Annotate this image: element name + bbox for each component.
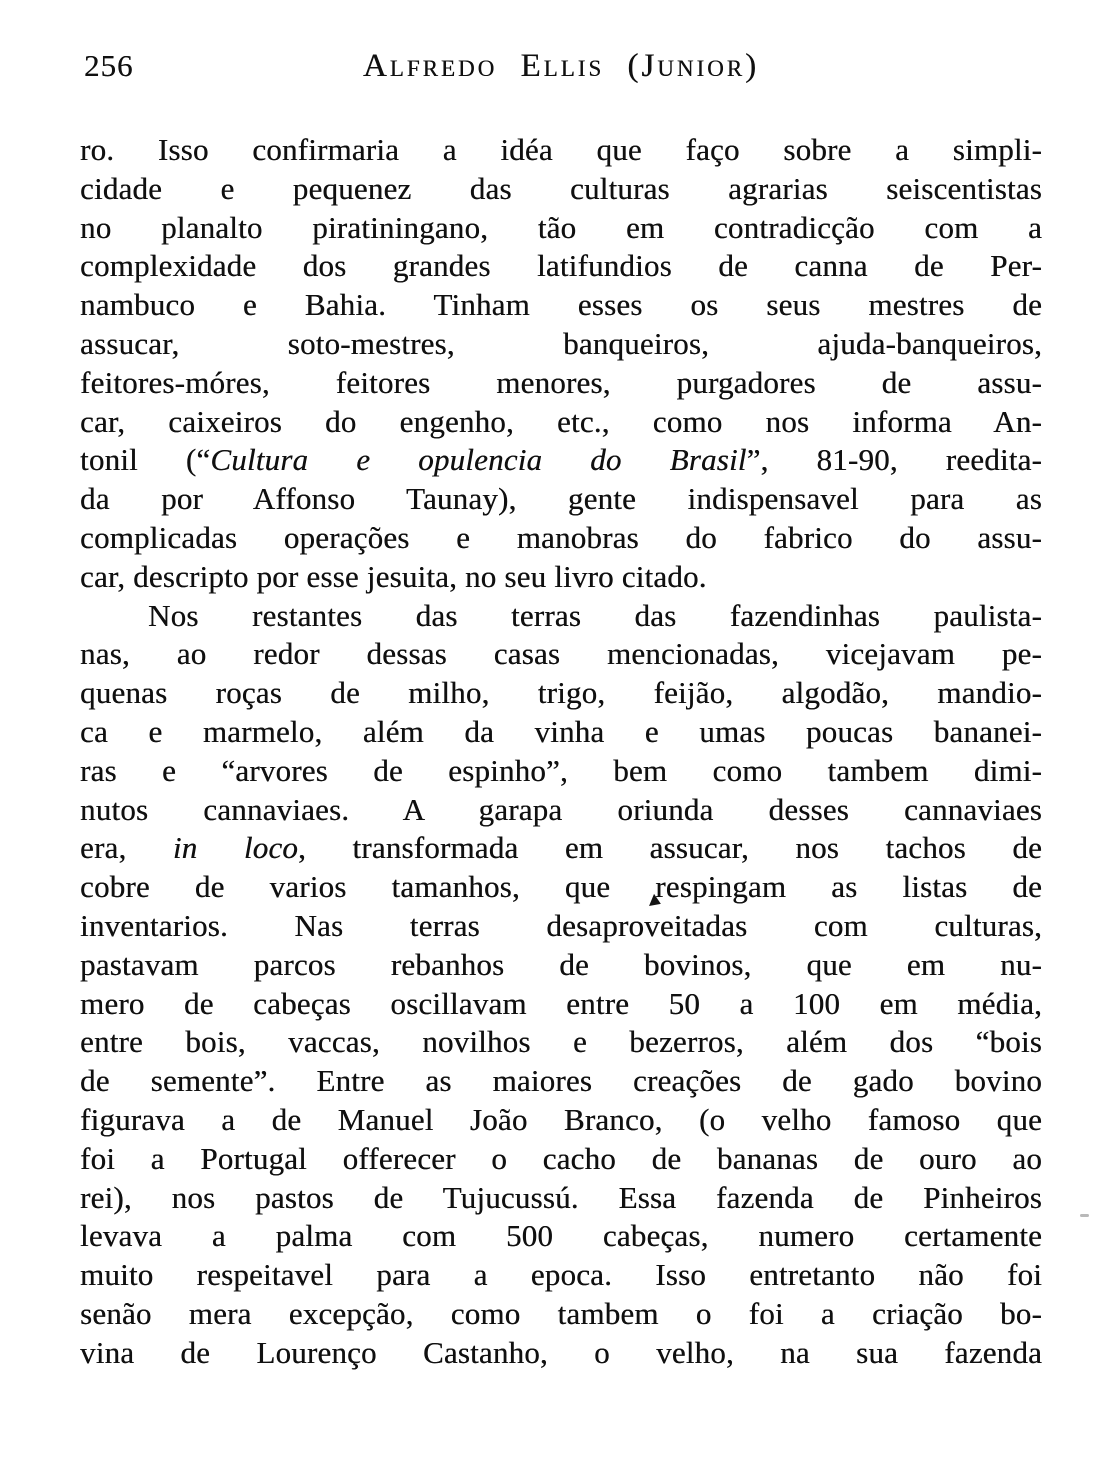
text-line [80,1256,1042,1295]
text-line [80,519,1042,558]
text-line [80,635,1042,674]
text-line [80,1140,1042,1179]
text-segment: da por Affonso Taunay), gente indispensavel para as [80,481,1042,517]
ink-blot-artifact [647,893,661,906]
text-line [80,403,1042,442]
text-line [80,170,1042,209]
text-segment: Nos restantes das terras das fazendinhas paulista- [148,597,1042,633]
italic-text-segment: in loco [172,830,299,866]
text-segment: nutos cannaviaes. A garapa oriunda desses cannaviaes [80,791,1042,827]
text-segment: car, descripto por esse jesuita, no seu livro citado. [80,558,707,594]
text-segment: figurava a de Manuel João Branco, (o velho famoso que [80,1101,1042,1137]
text-line [80,441,1042,480]
text-line [80,209,1042,248]
text-segment: mero de cabeças oscillavam entre 50 a 100 em média, [80,985,1042,1021]
text-line [80,907,1042,946]
text-line [80,1062,1042,1101]
text-segment: inventarios. Nas terras desaproveitadas com culturas, [80,907,1042,943]
text-segment: ca e marmelo, além da vinha e umas poucas bananei- [80,713,1042,749]
text-line [80,1023,1042,1062]
text-line [80,480,1042,519]
text-segment: cobre de varios tamanhos, que respingam as listas de [80,869,1042,905]
text-segment: feitores-móres, feitores menores, purgadores de assu- [80,364,1042,400]
text-line [80,1179,1042,1218]
text-line [80,286,1042,325]
text-segment: ”, 81-90, reedita- [746,442,1042,478]
text-segment: , transformada em assucar, nos tachos de [298,830,1043,866]
text-segment: nas, ao redor dessas casas mencionadas, vicejavam pe- [80,636,1042,672]
text-segment: ras e “arvores de espinho”, bem como tambem dimi- [80,752,1042,788]
text-segment: car, caixeiros do engenho, etc., como nos informa An- [80,403,1042,439]
text-line [80,1217,1042,1256]
body-text-block [80,131,1042,1373]
text-segment: assucar, soto-mestres, banqueiros, ajuda-banqueiros, [80,325,1042,361]
italic-text-segment: Cultura e opulencia do Brasil [210,442,747,478]
running-header [80,48,1042,88]
text-segment: pastavam parcos rebanhos de bovinos, que em nu- [80,946,1042,982]
text-segment: entre bois, vaccas, novilhos e bezerros, além dos “bois [80,1024,1042,1060]
text-segment: tonil (“ [80,442,211,478]
text-line [80,791,1042,830]
text-line [80,713,1042,752]
text-line [80,247,1042,286]
text-line [80,829,1042,868]
text-line [80,674,1042,713]
text-segment: levava a palma com 500 cabeças, numero certamente [80,1218,1042,1254]
text-segment: vina de Lourenço Castanho, o velho, na sua fazenda [80,1334,1042,1370]
text-line [80,985,1042,1024]
text-segment: rei), nos pastos de Tujucussú. Essa fazenda de Pinheiros [80,1179,1042,1215]
text-line [80,1295,1042,1334]
text-line [80,868,1042,907]
scan-dash-artifact [1080,1214,1089,1217]
page-number: 256 [84,48,134,83]
text-line [80,131,1042,170]
text-segment: complicadas operações e manobras do fabrico do assu- [80,519,1042,555]
text-line [80,946,1042,985]
text-segment: quenas roças de milho, trigo, feijão, algodão, mandio- [80,675,1042,711]
running-title: Alfredo Ellis (Junior) [362,48,760,84]
text-line [80,325,1042,364]
text-segment: cidade e pequenez das culturas agrarias seiscentistas [80,170,1042,206]
text-segment: ro. Isso confirmaria a idéa que faço sobre a simpli- [80,132,1042,167]
text-line [80,597,1042,636]
text-line [80,364,1042,403]
text-segment: no planalto piratiningano, tão em contradicção com a [80,209,1042,245]
text-segment: era, [80,830,173,866]
text-line [80,1334,1042,1373]
text-segment: nambuco e Bahia. Tinham esses os seus mestres de [80,287,1042,323]
text-segment: muito respeitavel para a epoca. Isso entretanto não foi [80,1257,1042,1293]
text-line [80,558,1042,597]
text-segment: foi a Portugal offerecer o cacho de bananas de ouro ao [80,1140,1042,1176]
text-line [80,1101,1042,1140]
text-segment: complexidade dos grandes latifundios de canna de Per- [80,248,1042,284]
text-line [80,752,1042,791]
text-segment: de semente”. Entre as maiores creações de gado bovino [80,1063,1042,1099]
text-segment: senão mera excepção, como tambem o foi a criação bo- [80,1295,1042,1331]
